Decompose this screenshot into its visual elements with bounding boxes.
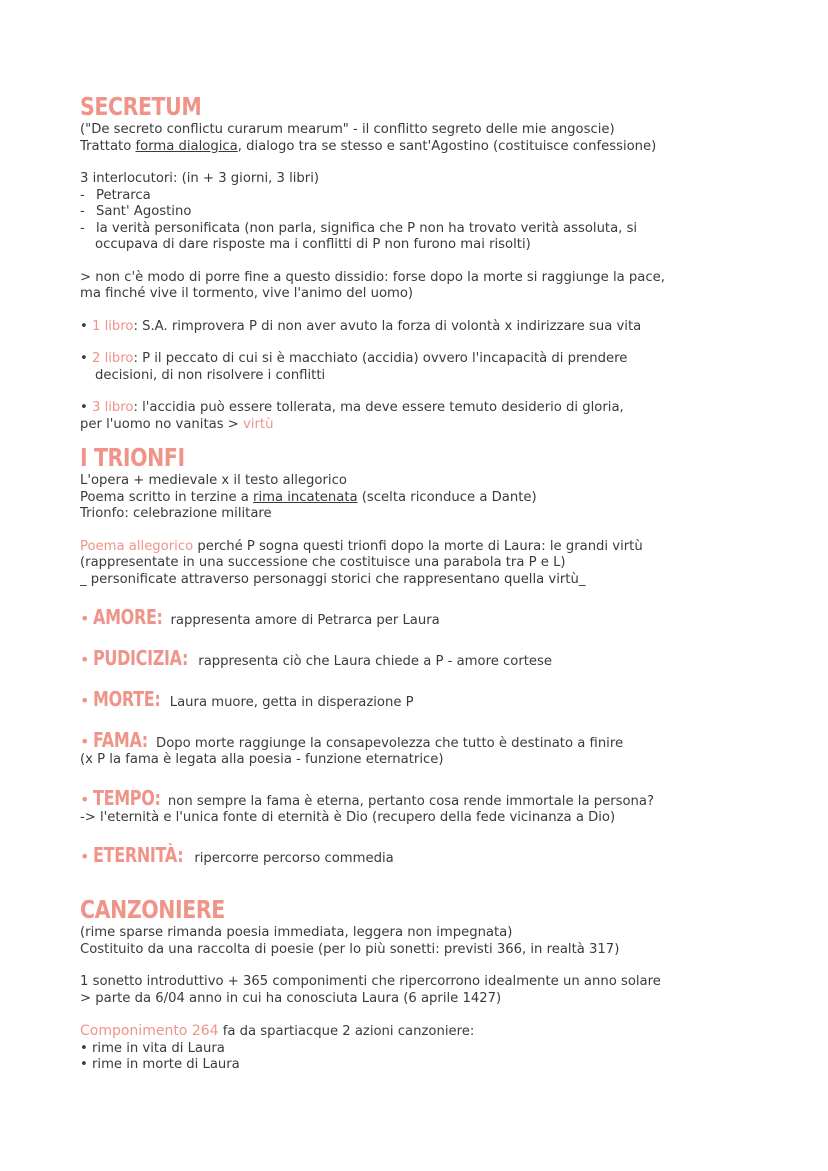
trionfo-fama-continued: (x P la fama è legata alla poesia - funzione eternatrice) [80, 752, 444, 767]
componimento-line: Componimento 264 fa da spartiacque 2 azioni canzoniere: [80, 1023, 475, 1039]
heading-trionfi: I TRIONFI [80, 443, 185, 472]
secretum-line-2: Trattato forma dialogica, dialogo tra se stesso e sant'Agostino (costituisce confessione) [80, 138, 657, 154]
secretum-line-1: ("De secreto conflictu curarum mearum" - il conflitto segreto delle mie angoscie) [80, 122, 615, 137]
interlocutori-line: 3 interlocutori: (in + 3 giorni, 3 libri) [80, 171, 320, 186]
libro-2-continued: decisioni, di non risolvere i conflitti [95, 367, 326, 383]
trionfi-line-3: Trionfo: celebrazione militare [80, 506, 272, 521]
list-item: • rime in morte di Laura [80, 1057, 240, 1072]
trionfo-tempo: • TEMPO: non sempre la fama è eterna, pertanto cosa rende immortale la persona? [80, 785, 654, 810]
canzoniere-line-1: (rime sparse rimanda poesia immediata, leggera non impegnata) [80, 925, 513, 940]
list-item: • rime in vita di Laura [80, 1040, 225, 1056]
trionfo-tempo-continued: -> l'eternità e l'unica fonte di eternità è Dio (recupero della fede vicinanza a Dio) [80, 809, 616, 825]
poema-line-2: (rappresentate in una successione che costituisce una parabola tra P e L) [80, 555, 566, 570]
list-item: - Sant' Agostino [80, 204, 192, 219]
heading-secretum: SECRETUM [80, 92, 202, 121]
poema-line-3: _ personificate attraverso personaggi storici che rappresentano quella virtù_ [80, 571, 586, 587]
list-item: - Petrarca [80, 187, 151, 203]
trionfo-amore: • AMORE: rappresenta amore di Petrarca per Laura [80, 605, 440, 629]
trionfo-pudicizia: • PUDICIZIA: rappresenta ciò che Laura chiede a P - amore cortese [80, 646, 553, 670]
list-item: - la verità personificata (non parla, significa che P non ha trovato verità assoluta, si [80, 220, 638, 236]
trionfi-line-2: Poema scritto in terzine a rima incatenata (scelta riconduce a Dante) [80, 489, 537, 505]
canzoniere-line-4: > parte da 6/04 anno in cui ha conosciuta Laura (6 aprile 1427) [80, 990, 502, 1006]
list-item-continued: occupava di dare risposte ma i conflitti di P non furono mai risolti) [95, 237, 531, 252]
libro-1-item: • 1 libro: S.A. rimprovera P di non aver avuto la forza di volontà x indirizzare sua vita [80, 318, 642, 334]
canzoniere-line-2: Costituito da una raccolta di poesie (per lo più sonetti: previsti 366, in realtà 317) [80, 941, 620, 957]
trionfo-fama: • FAMA: Dopo morte raggiunge la consapevolezza che tutto è destinato a finire [80, 728, 624, 752]
dissidio-line-2: ma finché vive il tormento, vive l'animo del uomo) [80, 286, 414, 301]
libro-2-item: • 2 libro: P il peccato di cui si è macchiato (accidia) ovvero l'incapacità di prendere [80, 351, 628, 366]
trionfo-morte: • MORTE: Laura muore, getta in disperazione P [80, 687, 414, 711]
notes-page [80, 92, 780, 1074]
trionfi-line-1: L'opera + medievale x il testo allegorico [80, 473, 347, 488]
libro-3-continued: per l'uomo no vanitas > virtù [80, 416, 274, 432]
trionfo-eternita: • ETERNITÀ: ripercorre percorso commedia [80, 843, 394, 867]
dissidio-line-1: > non c'è modo di porre fine a questo dissidio: forse dopo la morte si raggiunge la pace, [80, 269, 665, 285]
poema-line-1: Poema allegorico perché P sogna questi trionfi dopo la morte di Laura: le grandi virtù [80, 538, 643, 554]
heading-canzoniere: CANZONIERE [80, 895, 225, 924]
libro-3-item: • 3 libro: l'accidia può essere tollerata, ma deve essere temuto desiderio di gloria, [80, 400, 624, 415]
canzoniere-line-3: 1 sonetto introduttivo + 365 componimenti che ripercorrono idealmente un anno solare [80, 974, 661, 989]
